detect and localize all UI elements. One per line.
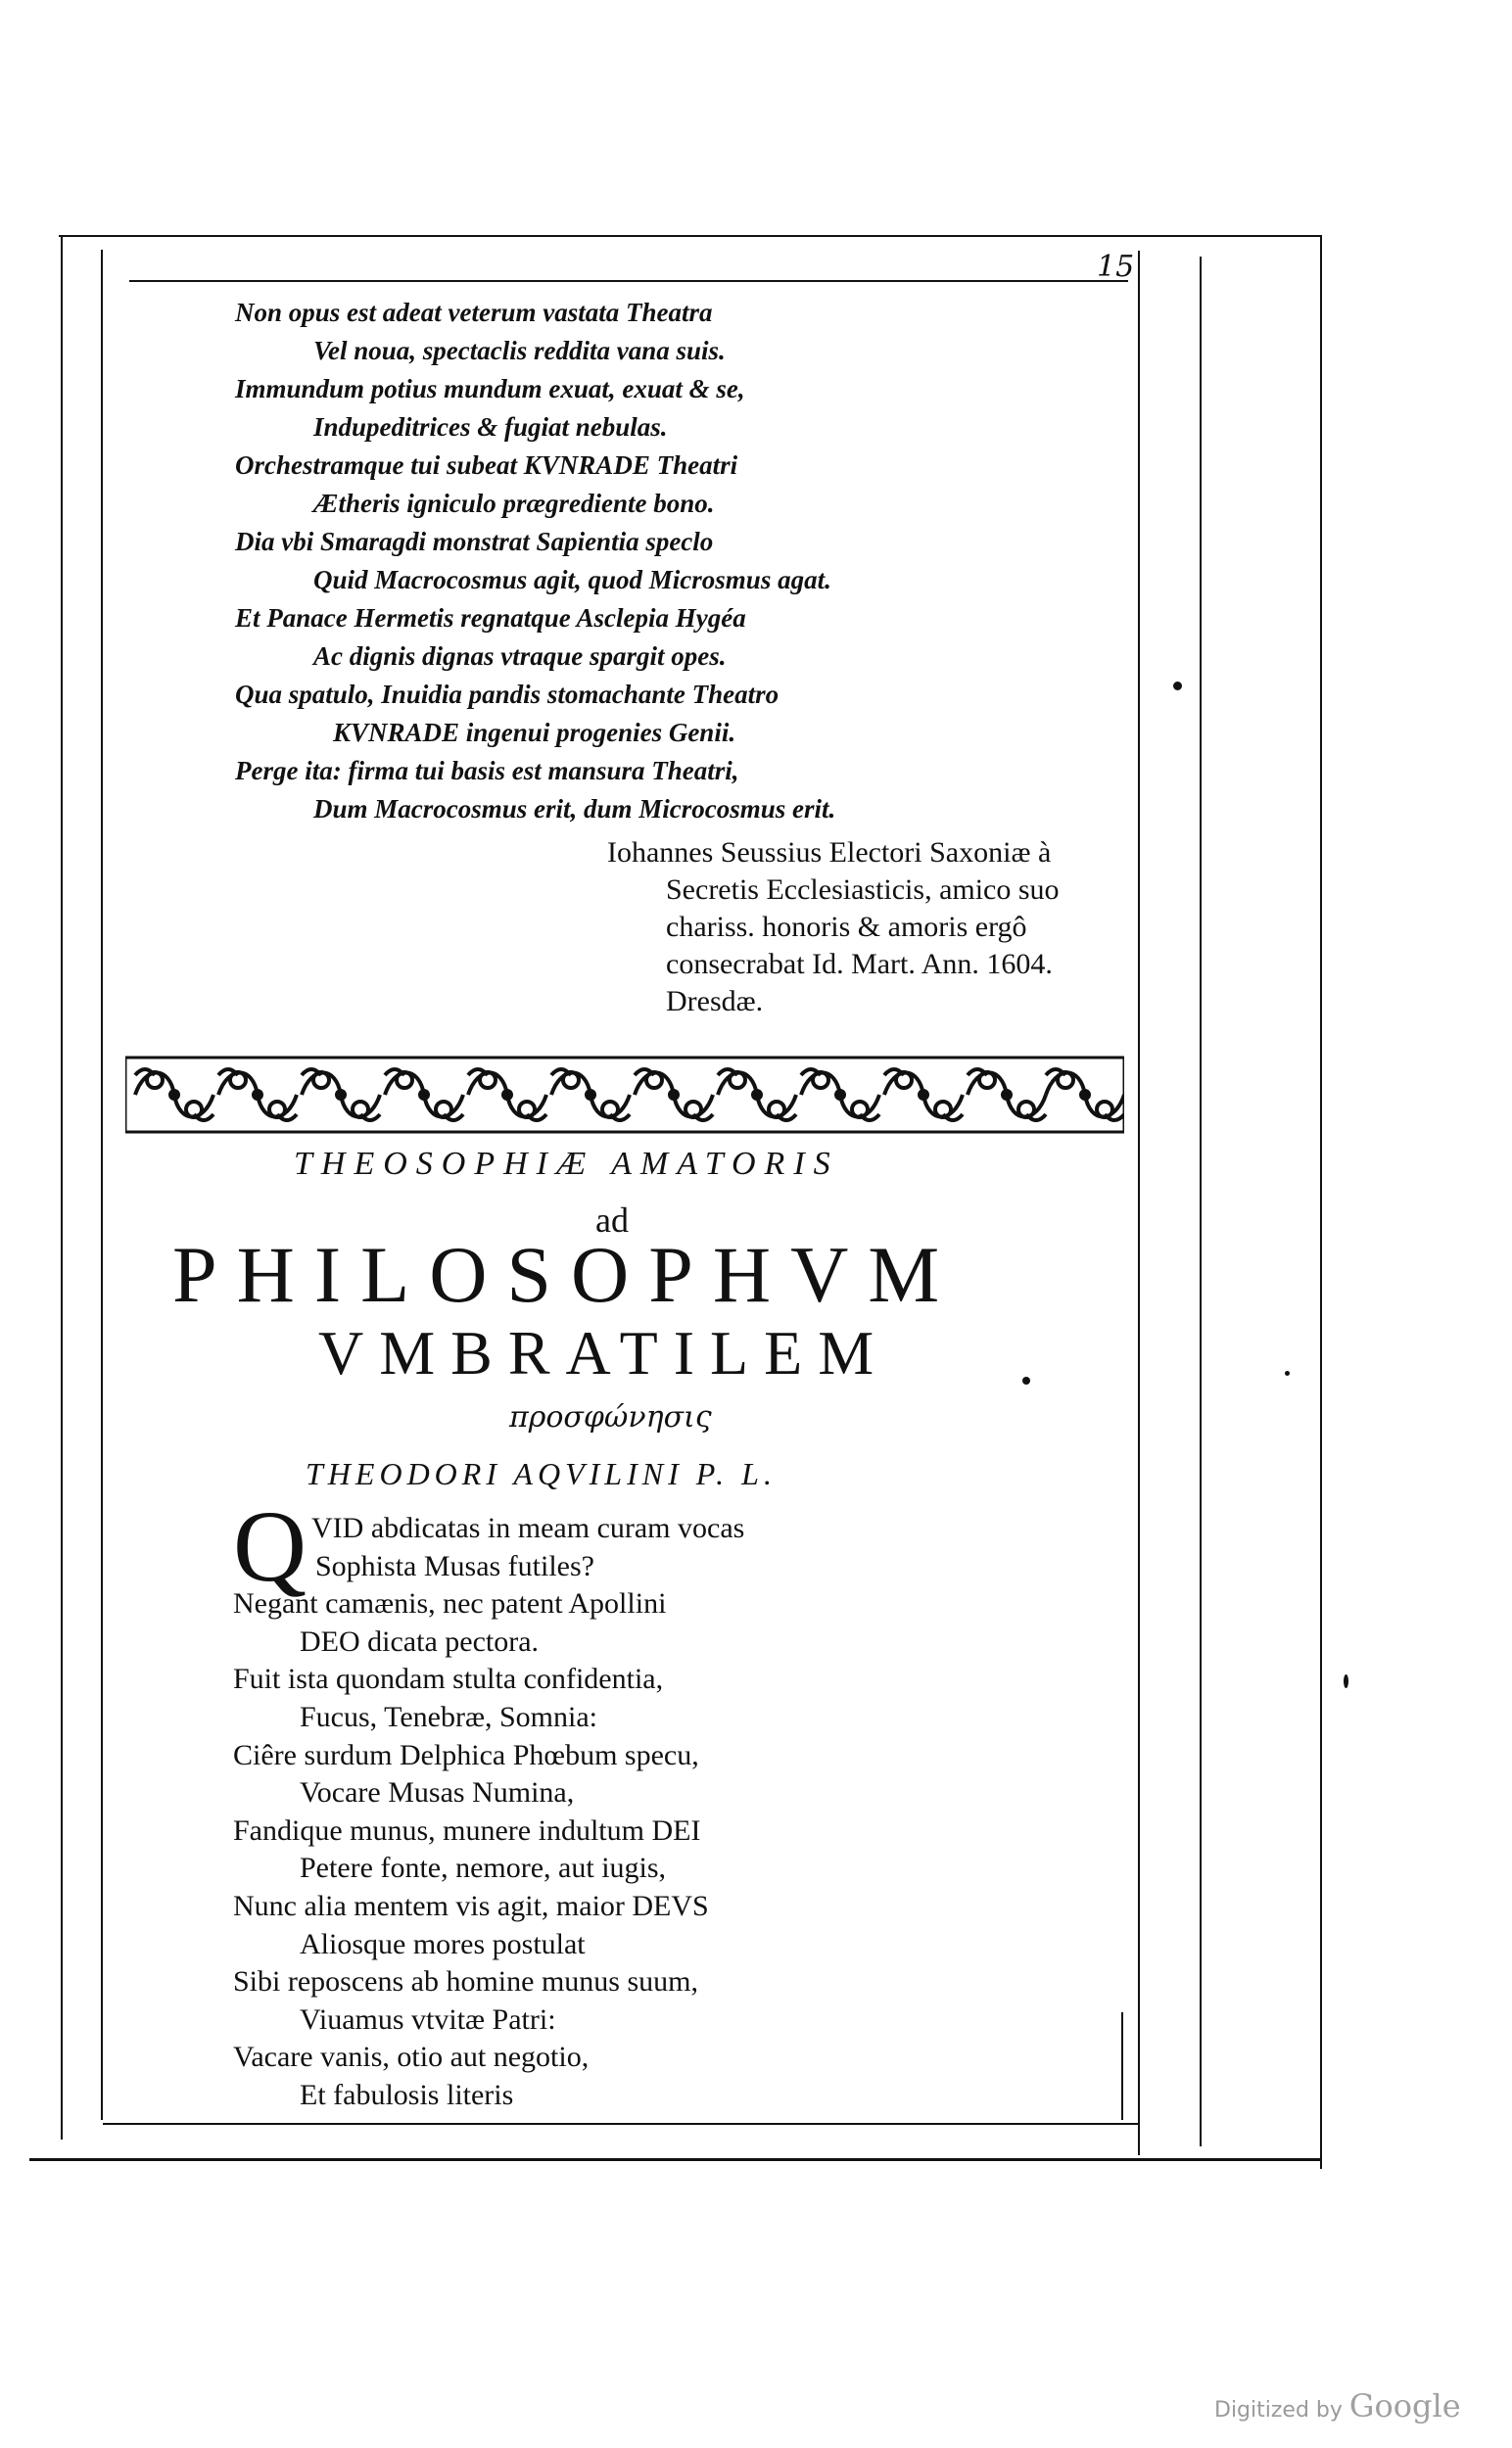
- greek-subtitle: προσφώνησις: [509, 1400, 712, 1435]
- drop-capital: Q: [233, 1490, 307, 1603]
- top-rule: [59, 235, 1322, 237]
- verse-line: Indupeditrices & fugiat nebulas.: [313, 412, 668, 442]
- scan-speck: [1022, 1377, 1030, 1385]
- signature-line: consecrabat Id. Mart. Ann. 1604.: [666, 948, 1053, 980]
- heading-subtitle: VMBRATILEM: [318, 1318, 890, 1388]
- author-line: THEODORI AQVILINI P. L.: [306, 1456, 777, 1491]
- poem-line: Ciêre surdum Delphica Phœbum specu,: [233, 1738, 699, 1771]
- signature-line: Iohannes Seussius Electori Saxoniæ à: [607, 836, 1052, 869]
- verse-line: Dum Macrocosmus erit, dum Microcosmus erit.: [313, 794, 836, 824]
- watermark-prefix: Digitized by: [1214, 2398, 1343, 2423]
- signature-block: [607, 834, 1156, 1020]
- poem-line: VID abdicatas in meam curam vocas: [311, 1512, 745, 1544]
- poem-text: [233, 1510, 1095, 2115]
- google-logo: Google: [1348, 2387, 1461, 2424]
- bottom-rule-outer: [29, 2158, 1320, 2161]
- ornament-band: [125, 1056, 1124, 1134]
- verse-line: Dia vbi Smaragdi monstrat Sapientia speclo: [235, 527, 714, 556]
- poem-line: Aliosque mores postulat: [300, 1927, 586, 1960]
- poem-line: Nunc alia mentem vis agit, maior DEVS: [233, 1889, 709, 1922]
- left-outer-border: [61, 235, 63, 2140]
- dedicatory-verse: [235, 294, 1175, 828]
- scan-speck: [1344, 1674, 1348, 1688]
- poem-line: Sophista Musas futiles?: [315, 1549, 594, 1582]
- poem-line: Viuamus vtvitæ Patri:: [300, 2002, 556, 2036]
- poem-line: Vacare vanis, otio aut negotio,: [233, 2041, 590, 2074]
- poem-line: Sibi reposcens ab homine munus suum,: [233, 1965, 698, 1999]
- margin-bracket: [1121, 2012, 1123, 2120]
- verse-line: Et Panace Hermetis regnatque Asclepia Hygéa: [235, 603, 746, 633]
- scan-speck: [1285, 1371, 1290, 1376]
- signature-line: chariss. honoris & amoris ergô: [666, 911, 1027, 943]
- verse-line: Quid Macrocosmus agit, quod Microsmus agat.: [313, 565, 831, 594]
- poem-line: Fandique munus, munere indultum DEI: [233, 1813, 701, 1847]
- signature-line: Dresdæ.: [666, 985, 764, 1017]
- heading-amatoris: THEOSOPHIÆ AMATORIS: [294, 1146, 839, 1182]
- verse-line: Ætheris igniculo prægrediente bono.: [313, 489, 715, 518]
- poem-line: Petere fonte, nemore, aut iugis,: [300, 1852, 667, 1885]
- bottom-rule-inner: [103, 2123, 1138, 2125]
- right-outer-border: [1320, 235, 1322, 2169]
- verse-line: Ac dignis dignas vtraque spargit opes.: [313, 641, 727, 671]
- verse-line: Non opus est adeat veterum vastata Theatra: [235, 298, 713, 327]
- poem-line: DEO dicata pectora.: [300, 1624, 540, 1658]
- poem-line: Vocare Musas Numina,: [300, 1776, 575, 1810]
- digitized-watermark: [1214, 2387, 1461, 2424]
- poem-line: Et fabulosis literis: [300, 2078, 514, 2111]
- poem-line: Fuit ista quondam stulta confidentia,: [233, 1663, 664, 1696]
- header-rule: [129, 280, 1128, 282]
- poem-line: Negant camænis, nec patent Apollini: [233, 1587, 667, 1621]
- heading-main-title: PHILOSOPHVM: [172, 1230, 960, 1319]
- verse-line: KVNRADE ingenui progenies Genii.: [333, 718, 736, 747]
- scan-speck: [1173, 682, 1182, 690]
- signature-line: Secretis Ecclesiasticis, amico suo: [666, 873, 1060, 906]
- verse-line: Orchestramque tui subeat KVNRADE Theatri: [235, 450, 738, 480]
- verse-line: Perge ita: firma tui basis est mansura Theatri,: [235, 756, 739, 785]
- heading-ad: ad: [595, 1200, 629, 1240]
- right-middle-border: [1200, 257, 1202, 2146]
- verse-line: Vel noua, spectaclis reddita vana suis.: [313, 336, 726, 365]
- verse-line: Immundum potius mundum exuat, exuat & se,: [235, 374, 745, 403]
- verse-line: Qua spatulo, Inuidia pandis stomachante Theatro: [235, 680, 780, 709]
- page-number: 15: [1097, 250, 1135, 284]
- poem-line: Fucus, Tenebræ, Somnia:: [300, 1700, 597, 1733]
- left-inner-border: [101, 250, 103, 2120]
